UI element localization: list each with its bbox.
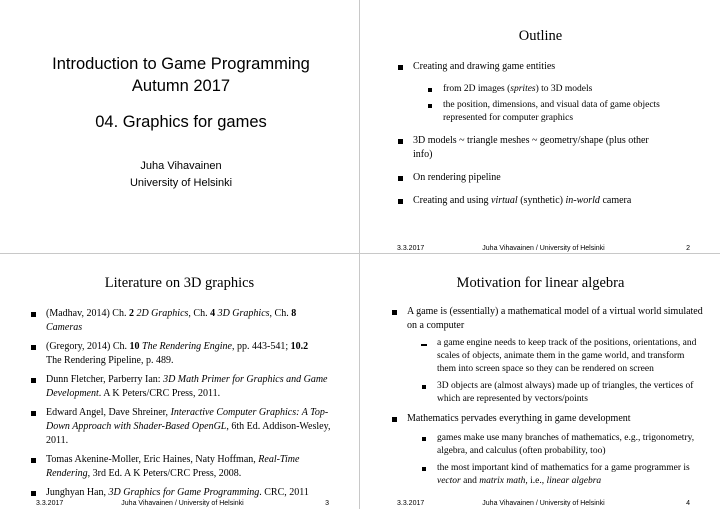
author-block xyxy=(40,158,322,192)
list-item: the position, dimensions, and visual data of game objects represented for computer graphics xyxy=(397,99,687,125)
literature-list xyxy=(30,307,340,500)
list-item: 3D objects are (almost always) made up of triangles, the vertices of which are represented by vectors/points xyxy=(391,380,703,406)
page-number: 3 xyxy=(325,500,329,507)
title-block xyxy=(40,53,322,133)
list-item: Tomas Akenine-Moller, Eric Haines, Naty Hoffman, Real-Time Rendering, 3rd Ed. A K Peters/CRC Press, 2008. xyxy=(30,453,340,481)
lecture-title: 04. Graphics for games xyxy=(95,113,267,131)
list-item: Edward Angel, Dave Shreiner, Interactive Computer Graphics: A Top-Down Approach with Shader-Based OpenGL, 6th Ed. Addison-Wesley, 2011. xyxy=(30,406,340,448)
list-item: a game engine needs to keep track of the positions, orientations, and scales of objects, animate them in the game world, and transform them into screen space so they can be rendered on screen xyxy=(391,337,703,376)
list-item: the most important kind of mathematics for a game programmer is vector and matrix math, i.e., linear algebra xyxy=(391,462,703,488)
page-number: 4 xyxy=(686,500,690,507)
list-item: 3D models ~ triangle meshes ~ geometry/shape (plus other info) xyxy=(397,134,687,162)
list-item: Creating and using virtual (synthetic) in-world camera xyxy=(397,194,687,208)
slide-title: Literature on 3D graphics xyxy=(104,275,255,291)
footer-author: Juha Vihavainen / University of Helsinki xyxy=(121,500,244,507)
author-affiliation: University of Helsinki xyxy=(129,177,233,189)
footer-date: 3.3.2017 xyxy=(36,500,64,507)
slide-title: Outline xyxy=(518,28,563,44)
footer-date: 3.3.2017 xyxy=(397,245,425,252)
page-number: 2 xyxy=(686,245,690,252)
vertical-divider xyxy=(359,0,360,509)
slide-4 xyxy=(361,255,720,508)
course-title: Introduction to Game Programming xyxy=(52,55,310,73)
list-item: Mathematics pervades everything in game development xyxy=(391,412,703,426)
list-item: A game is (essentially) a mathematical model of a virtual world simulated on a computer xyxy=(391,305,703,333)
motivation-list xyxy=(391,305,703,488)
slide-title: Motivation for linear algebra xyxy=(456,275,625,291)
horizontal-divider xyxy=(0,253,720,254)
slide-3 xyxy=(0,255,359,508)
course-term: Autumn 2017 xyxy=(131,77,231,95)
footer-author: Juha Vihavainen / University of Helsinki xyxy=(482,245,605,252)
footer-author: Juha Vihavainen / University of Helsinki xyxy=(482,500,605,507)
author-name: Juha Vihavainen xyxy=(140,160,222,172)
list-item: Dunn Fletcher, Parberry Ian: 3D Math Primer for Graphics and Game Development. A K Peters/CRC Press, 2011. xyxy=(30,373,340,401)
list-item: (Madhav, 2014) Ch. 2 2D Graphics, Ch. 4 3D Graphics, Ch. 8 Cameras xyxy=(30,307,340,335)
list-item: Junghyan Han, 3D Graphics for Game Programming. CRC, 2011 xyxy=(30,486,340,500)
list-item: games make use many branches of mathematics, e.g., trigonometry, algebra, and calculus (often probability, too) xyxy=(391,432,703,458)
list-item: Creating and drawing game entities xyxy=(397,60,687,74)
slide-1 xyxy=(0,0,359,253)
footer-date: 3.3.2017 xyxy=(397,500,425,507)
outline-list xyxy=(397,60,687,208)
slide-2 xyxy=(361,0,720,253)
list-item: (Gregory, 2014) Ch. 10 The Rendering Engine, pp. 443-541; 10.2 The Rendering Pipeline, p. 489. xyxy=(30,340,340,368)
list-item: from 2D images (sprites) to 3D models xyxy=(397,83,687,96)
list-item: On rendering pipeline xyxy=(397,171,687,185)
